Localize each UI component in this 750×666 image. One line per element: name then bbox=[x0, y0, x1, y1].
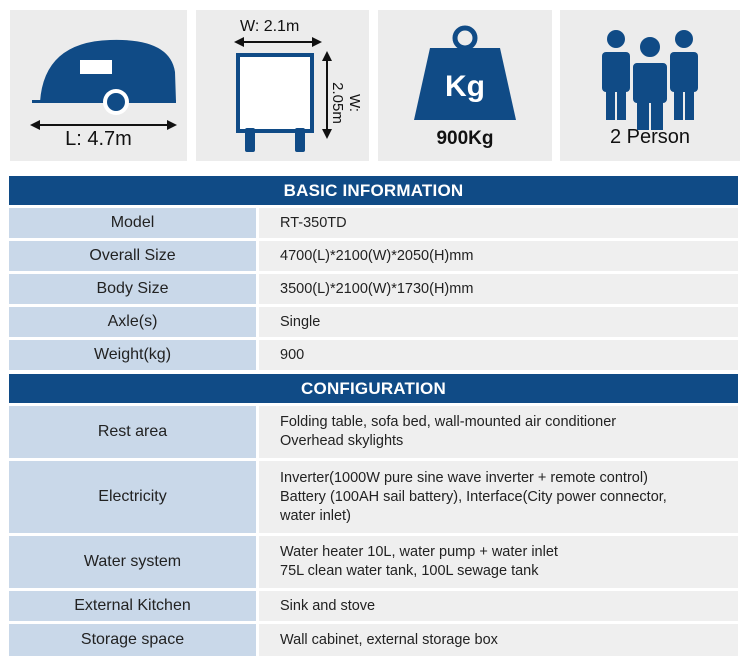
row-label: Overall Size bbox=[9, 241, 256, 271]
row-value-line: Overhead skylights bbox=[280, 433, 404, 449]
table-row bbox=[9, 307, 738, 337]
tile-persons bbox=[560, 10, 740, 161]
width-side-label: W: 2.05m bbox=[329, 82, 363, 124]
row-value bbox=[259, 307, 738, 337]
row-value-line: Battery (100AH sail battery), Interface(City power connector, bbox=[280, 488, 667, 505]
row-value bbox=[259, 241, 738, 271]
weight-icon-text: Kg bbox=[445, 70, 485, 103]
row-value-text: Single bbox=[280, 313, 321, 330]
table-row bbox=[9, 536, 738, 588]
weight-label: 900Kg bbox=[436, 128, 494, 149]
tile-weight bbox=[378, 10, 552, 161]
row-value bbox=[259, 624, 738, 656]
row-value bbox=[259, 406, 738, 458]
row-value-line: Inverter(1000W pure sine wave inverter + remote control) bbox=[280, 469, 648, 486]
row-value-text: 900 bbox=[280, 346, 305, 363]
row-value-line: water inlet) bbox=[280, 507, 351, 524]
row-value-line: 75L clean water tank, 100L sewage tank bbox=[280, 563, 539, 579]
row-label: Storage space bbox=[9, 624, 256, 656]
row-value-line: Sink and stove bbox=[280, 597, 376, 614]
tile-trailer-length bbox=[10, 10, 187, 161]
row-value-text: 4700(L)*2100(W)*2050(H)mm bbox=[280, 247, 474, 264]
table-row bbox=[9, 340, 738, 370]
row-label: Rest area bbox=[9, 406, 256, 458]
row-label: External Kitchen bbox=[9, 591, 256, 621]
row-label: Weight(kg) bbox=[9, 340, 256, 370]
table-row bbox=[9, 624, 738, 656]
length-label: L: 4.7m bbox=[65, 128, 132, 150]
tile-trailer-width bbox=[196, 10, 369, 161]
row-label: Axle(s) bbox=[9, 307, 256, 337]
table-row bbox=[9, 241, 738, 271]
row-value-text: 3500(L)*2100(W)*1730(H)mm bbox=[280, 280, 474, 297]
row-label: Body Size bbox=[9, 274, 256, 304]
row-value-line: Water heater 10L, water pump + water inlet bbox=[280, 544, 558, 560]
row-value bbox=[259, 340, 738, 370]
row-label: Electricity bbox=[9, 461, 256, 533]
row-value bbox=[259, 591, 738, 621]
table-row bbox=[9, 461, 738, 533]
table-row bbox=[9, 274, 738, 304]
row-label: Water system bbox=[9, 536, 256, 588]
row-value-line: Wall cabinet, external storage box bbox=[280, 631, 498, 648]
table-row bbox=[9, 208, 738, 238]
row-value-line: Folding table, sofa bed, wall-mounted air conditioner bbox=[280, 414, 617, 430]
width-label: W: 2.1m bbox=[240, 18, 300, 35]
configuration-header: CONFIGURATION bbox=[9, 374, 738, 403]
basic-information-header: BASIC INFORMATION bbox=[9, 176, 738, 205]
table-row bbox=[9, 591, 738, 621]
row-value-text: RT-350TD bbox=[280, 214, 347, 231]
row-value bbox=[259, 208, 738, 238]
row-label: Model bbox=[9, 208, 256, 238]
row-value bbox=[259, 536, 738, 588]
table-row bbox=[9, 406, 738, 458]
row-value bbox=[259, 274, 738, 304]
row-value bbox=[259, 461, 738, 533]
persons-label: 2 Person bbox=[609, 126, 691, 148]
